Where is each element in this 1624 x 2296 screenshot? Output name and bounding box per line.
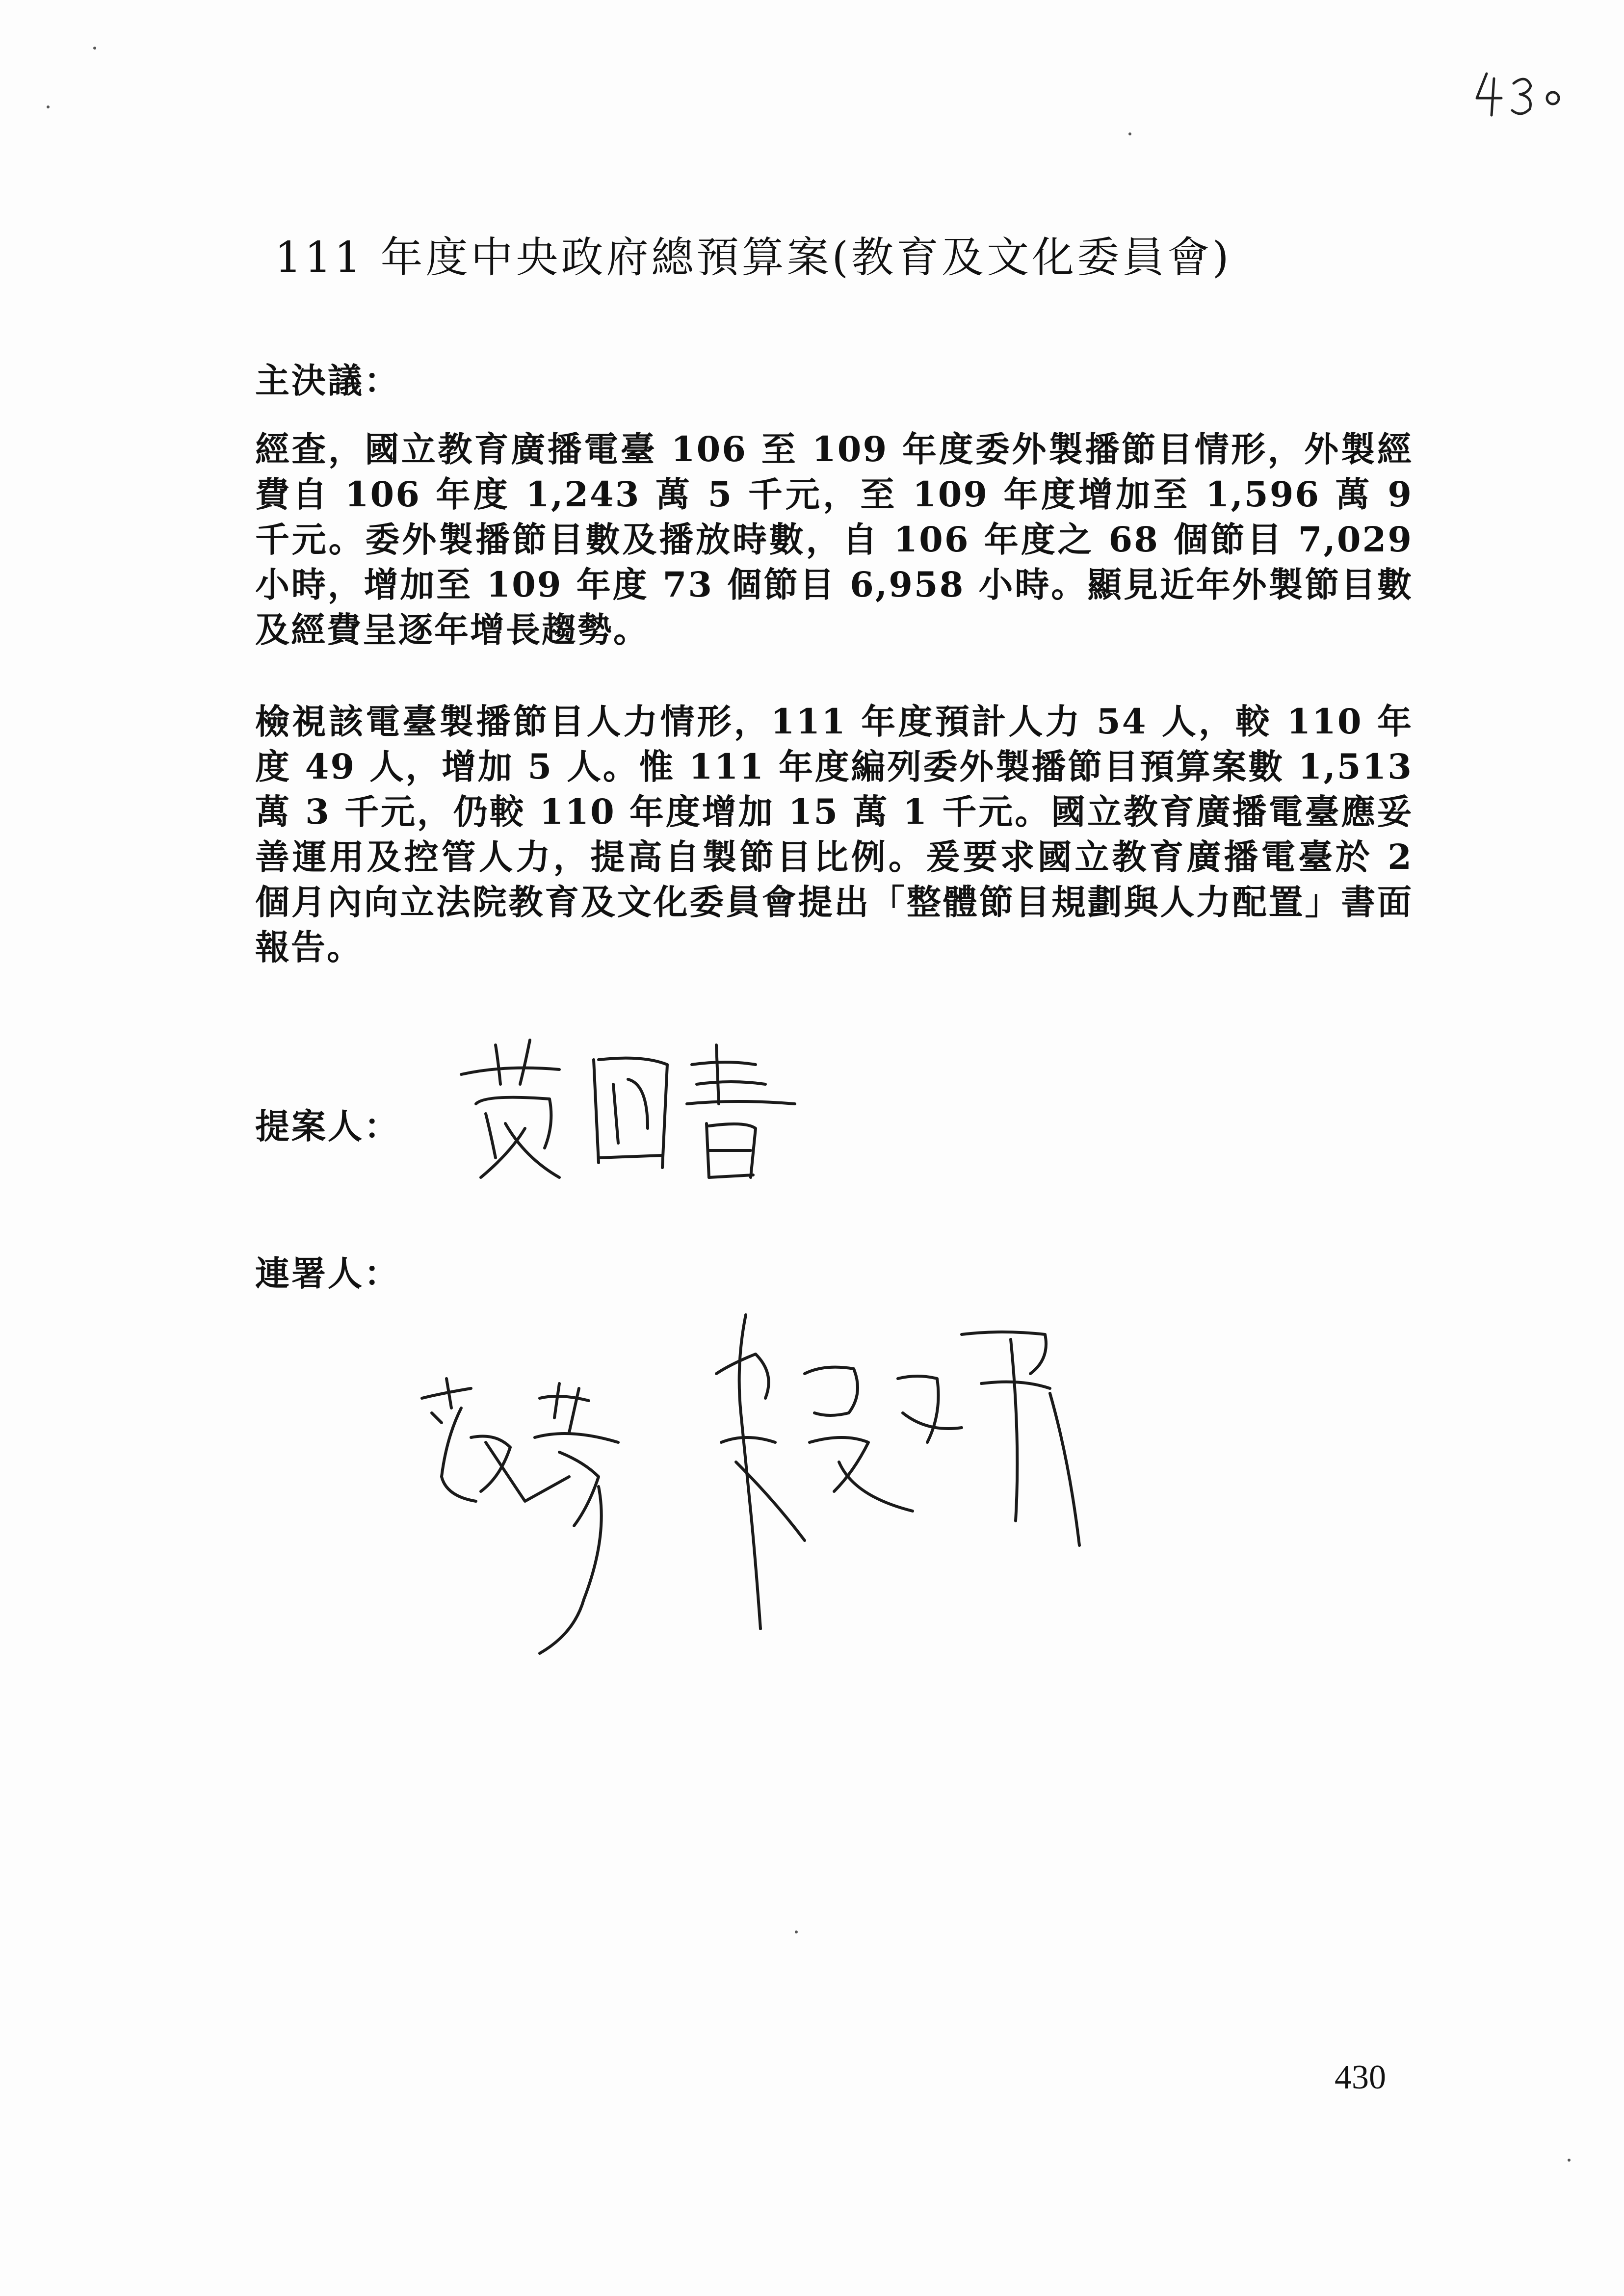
handwritten-page-number xyxy=(1467,64,1585,123)
cosigner-signature-2 xyxy=(707,1315,1148,1639)
scan-speck xyxy=(93,47,96,50)
cosigner-signature-1 xyxy=(412,1379,687,1663)
decision-label: 主決議： xyxy=(255,360,400,401)
paragraph-1: 經查，國立教育廣播電臺 106 至 109 年度委外製播節目情形，外製經費自 106 年度 1,243 萬 5 千元，至 109 年度增加至 1,596 萬 9 千元。委外製播節目數及播放時數，自 106 年度之 68 個節目 7,029 小時，增加至 109 年度 73 個節目 6,958 小時。顯見近年外製節目數及經費呈逐年增長趨勢。 xyxy=(255,429,1413,650)
document-title: 111 年度中央政府總預算案(教育及文化委員會) xyxy=(275,233,1232,282)
page-number: 430 xyxy=(1335,2059,1386,2096)
paragraph-2: 檢視該電臺製播節目人力情形，111 年度預計人力 54 人，較 110 年度 49 人，增加 5 人。惟 111 年度編列委外製播節目預算案數 1,513 萬 3 千元，仍較 110 年度增加 15 萬 1 千元。國立教育廣播電臺應妥善運用及控管人力，提高自製節目比例。爰要求國立教育廣播電臺於 2 個月內向立法院教育及文化委員會提出「整體節目規劃與人力配置」書面報告。 xyxy=(255,701,1413,967)
scan-speck xyxy=(1568,2159,1571,2162)
proposer-label: 提案人： xyxy=(255,1106,400,1147)
scan-speck xyxy=(47,105,50,108)
scan-speck xyxy=(1128,132,1131,135)
proposer-signature xyxy=(451,1030,805,1192)
cosigner-label: 連署人： xyxy=(255,1253,400,1294)
scan-speck xyxy=(795,1931,798,1933)
